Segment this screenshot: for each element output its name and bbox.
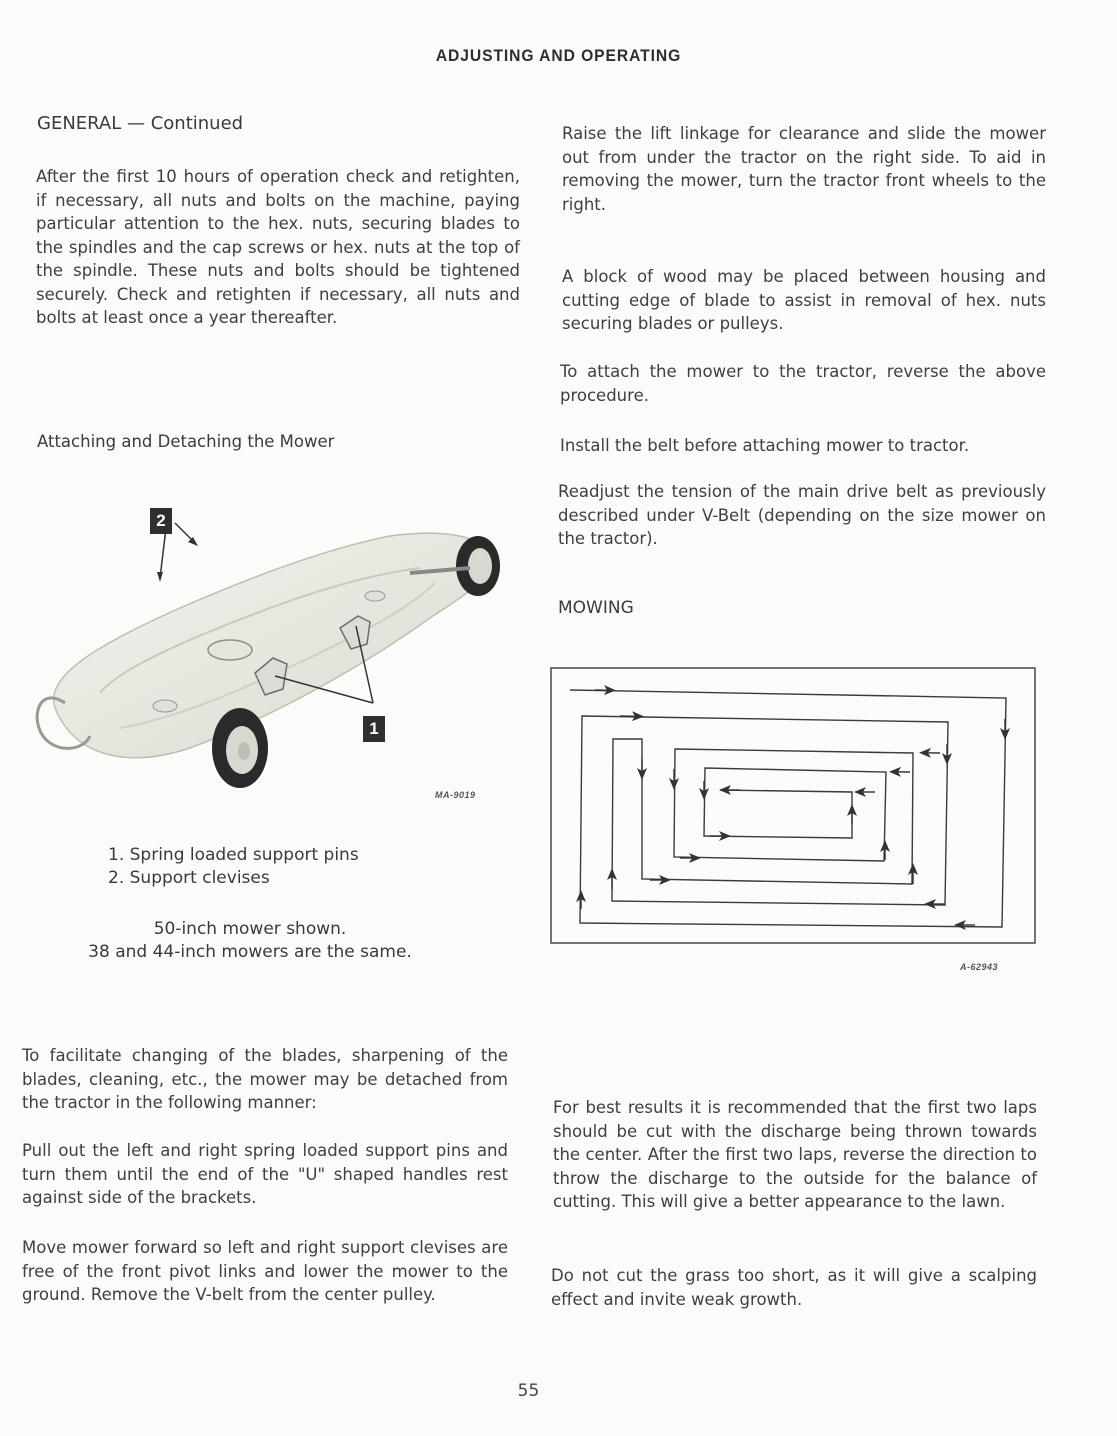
move-mower-paragraph: Move mower forward so left and right support clevises are free of the front pivot links and lower the mower to the ground. Remove the V-belt from the center pulley. — [22, 1238, 508, 1304]
install-belt-paragraph: Install the belt before attaching mower to tractor. — [560, 436, 970, 455]
legend-item-1: 1. Spring loaded support pins — [108, 845, 359, 865]
wood-block-paragraph: A block of wood may be placed between housing and cutting edge of blade to assist in removal of hex. nuts securing blades or pulleys. — [562, 267, 1046, 333]
spiral-mowing-path — [550, 664, 1040, 949]
mower-deck-illustration — [30, 478, 510, 808]
figure-caption-line1: 50-inch mower shown. — [153, 919, 347, 939]
grass-height-paragraph: Do not cut the grass too short, as it will give a scalping effect and invite weak growth. — [551, 1266, 1037, 1309]
figure-code: MA-9019 — [435, 790, 476, 800]
best-results-paragraph: For best results it is recommended that the first two laps should be cut with the discharge being thrown towards the center. After the first two laps, reverse the direction to throw the discharge to the outside for the balance of cutting. This will give a better appearance to the lawn. — [553, 1098, 1037, 1211]
figure-caption-line2: 38 and 44-inch mowers are the same. — [88, 942, 412, 962]
attach-heading: Attaching and Detaching the Mower — [37, 432, 335, 451]
mowing-heading: MOWING — [558, 598, 634, 618]
general-paragraph: After the first 10 hours of operation check and retighten, if necessary, all nuts and bolts on the machine, paying particular attention to the hex. nuts, securing blades to the spindles and the cap screws or hex. nuts at the top of the spindle. These nuts and bolts should be tightened securely. Check and retighten if necessary, all nuts and bolts at least once a year thereafter. — [36, 167, 520, 327]
detach-intro-paragraph: To facilitate changing of the blades, sharpening of the blades, cleaning, etc., the mower may be detached from the tractor in the following manner: — [22, 1046, 508, 1112]
page-number: 55 — [517, 1381, 540, 1401]
general-heading: GENERAL — Continued — [37, 113, 244, 134]
diagram-code: A-62943 — [960, 962, 999, 972]
legend-item-2: 2. Support clevises — [108, 868, 270, 888]
raise-linkage-paragraph: Raise the lift linkage for clearance and slide the mower out from under the tractor on the right side. To aid in removing the mower, turn the tractor front wheels to the right. — [562, 124, 1046, 214]
callout-1: 1 — [363, 716, 385, 742]
readjust-paragraph: Readjust the tension of the main drive belt as previously described under V-Belt (depending on the size mower on the tractor). — [558, 482, 1046, 548]
page-header: ADJUSTING AND OPERATING — [435, 46, 682, 65]
mowing-pattern-diagram — [550, 664, 1040, 972]
callout-2: 2 — [150, 508, 172, 534]
attach-paragraph: To attach the mower to the tractor, reverse the above procedure. — [560, 362, 1046, 405]
support-pins-paragraph: Pull out the left and right spring loaded support pins and turn them until the end of the "U" shaped handles rest against side of the brackets. — [22, 1141, 508, 1207]
mower-figure — [30, 478, 510, 808]
